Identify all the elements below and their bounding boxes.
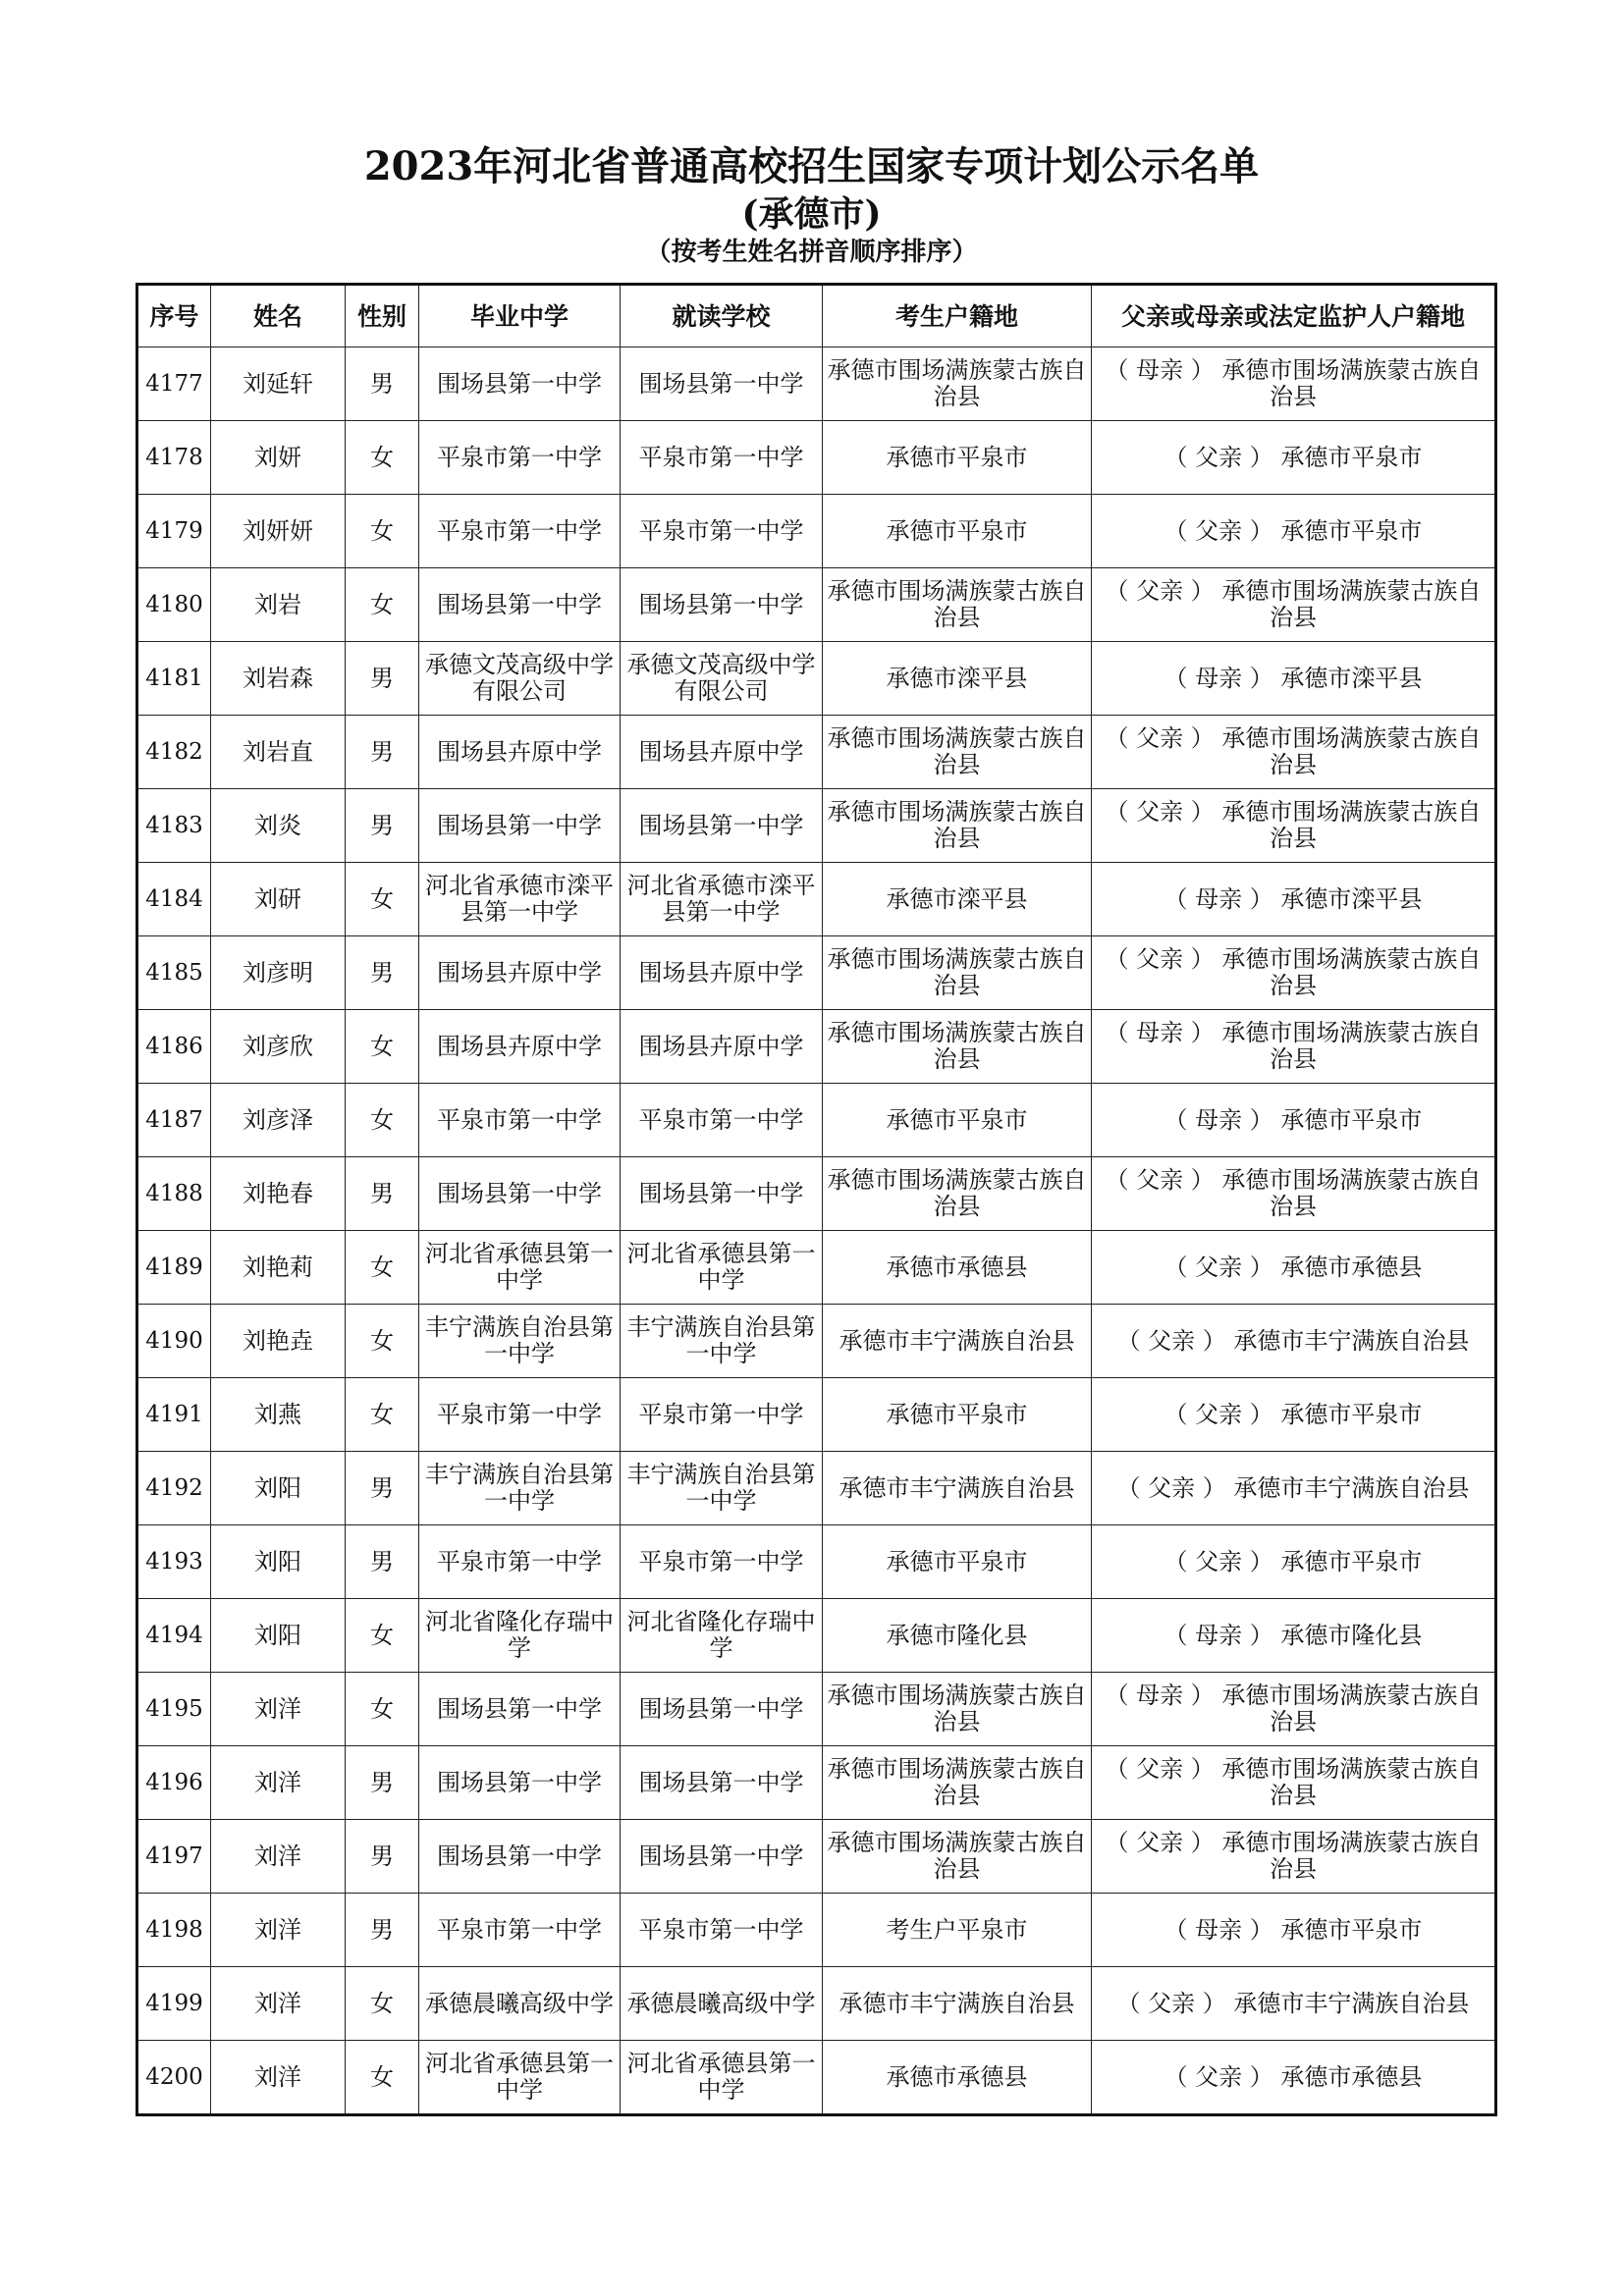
cell-seq: 4196 xyxy=(137,1746,211,1820)
cell-student-residence: 承德市丰宁满族自治县 xyxy=(823,1452,1092,1525)
cell-name: 刘延轩 xyxy=(211,347,346,421)
table-row xyxy=(137,1231,1496,1305)
cell-graduated-school: 河北省承德市滦平县第一中学 xyxy=(419,863,621,936)
header-current-school: 就读学校 xyxy=(621,285,823,347)
cell-seq: 4197 xyxy=(137,1820,211,1894)
cell-graduated-school: 围场县卉原中学 xyxy=(419,716,621,789)
header-seq: 序号 xyxy=(137,285,211,347)
cell-gender: 女 xyxy=(346,1599,419,1673)
cell-seq: 4179 xyxy=(137,495,211,568)
cell-seq: 4185 xyxy=(137,936,211,1010)
cell-graduated-school: 围场县第一中学 xyxy=(419,1746,621,1820)
cell-current-school: 河北省承德市滦平县第一中学 xyxy=(621,863,823,936)
cell-current-school: 丰宁满族自治县第一中学 xyxy=(621,1452,823,1525)
cell-gender: 女 xyxy=(346,2041,419,2115)
cell-graduated-school: 河北省承德县第一中学 xyxy=(419,1231,621,1305)
cell-graduated-school: 围场县第一中学 xyxy=(419,347,621,421)
roster-table xyxy=(135,283,1497,2116)
cell-student-residence: 承德市围场满族蒙古族自治县 xyxy=(823,568,1092,642)
cell-seq: 4186 xyxy=(137,1010,211,1084)
cell-student-residence: 承德市滦平县 xyxy=(823,863,1092,936)
cell-current-school: 围场县第一中学 xyxy=(621,789,823,863)
table-row xyxy=(137,347,1496,421)
cell-guardian-residence: （ 父亲 ） 承德市围场满族蒙古族自治县 xyxy=(1092,716,1496,789)
cell-seq: 4183 xyxy=(137,789,211,863)
cell-guardian-residence: （ 父亲 ） 承德市平泉市 xyxy=(1092,495,1496,568)
cell-guardian-residence: （ 父亲 ） 承德市丰宁满族自治县 xyxy=(1092,1967,1496,2041)
cell-seq: 4187 xyxy=(137,1084,211,1157)
cell-guardian-residence: （ 父亲 ） 承德市平泉市 xyxy=(1092,1525,1496,1599)
table-row xyxy=(137,642,1496,716)
cell-student-residence: 承德市围场满族蒙古族自治县 xyxy=(823,347,1092,421)
cell-seq: 4193 xyxy=(137,1525,211,1599)
table-row xyxy=(137,1010,1496,1084)
table-body xyxy=(137,347,1496,2115)
cell-name: 刘洋 xyxy=(211,1820,346,1894)
cell-gender: 女 xyxy=(346,568,419,642)
cell-seq: 4180 xyxy=(137,568,211,642)
cell-current-school: 河北省隆化存瑞中学 xyxy=(621,1599,823,1673)
cell-student-residence: 考生户平泉市 xyxy=(823,1894,1092,1967)
cell-name: 刘洋 xyxy=(211,2041,346,2115)
cell-seq: 4182 xyxy=(137,716,211,789)
cell-gender: 男 xyxy=(346,789,419,863)
header-gender: 性别 xyxy=(346,285,419,347)
cell-student-residence: 承德市丰宁满族自治县 xyxy=(823,1305,1092,1378)
cell-name: 刘洋 xyxy=(211,1746,346,1820)
cell-seq: 4191 xyxy=(137,1378,211,1452)
table-row xyxy=(137,568,1496,642)
cell-student-residence: 承德市平泉市 xyxy=(823,421,1092,495)
cell-guardian-residence: （ 父亲 ） 承德市围场满族蒙古族自治县 xyxy=(1092,568,1496,642)
cell-graduated-school: 承德文茂高级中学有限公司 xyxy=(419,642,621,716)
cell-graduated-school: 河北省隆化存瑞中学 xyxy=(419,1599,621,1673)
cell-current-school: 围场县第一中学 xyxy=(621,568,823,642)
cell-gender: 男 xyxy=(346,1525,419,1599)
cell-guardian-residence: （ 父亲 ） 承德市丰宁满族自治县 xyxy=(1092,1305,1496,1378)
cell-graduated-school: 平泉市第一中学 xyxy=(419,1894,621,1967)
table-row xyxy=(137,1599,1496,1673)
cell-name: 刘艳垚 xyxy=(211,1305,346,1378)
cell-student-residence: 承德市隆化县 xyxy=(823,1599,1092,1673)
table-row xyxy=(137,1305,1496,1378)
cell-gender: 女 xyxy=(346,1010,419,1084)
cell-graduated-school: 平泉市第一中学 xyxy=(419,1378,621,1452)
cell-seq: 4199 xyxy=(137,1967,211,2041)
cell-gender: 男 xyxy=(346,1452,419,1525)
cell-gender: 男 xyxy=(346,1820,419,1894)
cell-gender: 女 xyxy=(346,1231,419,1305)
cell-seq: 4190 xyxy=(137,1305,211,1378)
cell-student-residence: 承德市围场满族蒙古族自治县 xyxy=(823,1746,1092,1820)
cell-guardian-residence: （ 母亲 ） 承德市围场满族蒙古族自治县 xyxy=(1092,347,1496,421)
cell-student-residence: 承德市围场满族蒙古族自治县 xyxy=(823,789,1092,863)
cell-guardian-residence: （ 母亲 ） 承德市围场满族蒙古族自治县 xyxy=(1092,1010,1496,1084)
table-row xyxy=(137,936,1496,1010)
cell-current-school: 围场县第一中学 xyxy=(621,347,823,421)
table-row xyxy=(137,495,1496,568)
cell-seq: 4194 xyxy=(137,1599,211,1673)
cell-current-school: 围场县卉原中学 xyxy=(621,936,823,1010)
cell-guardian-residence: （ 父亲 ） 承德市承德县 xyxy=(1092,2041,1496,2115)
cell-student-residence: 承德市平泉市 xyxy=(823,1525,1092,1599)
cell-current-school: 围场县第一中学 xyxy=(621,1673,823,1746)
cell-guardian-residence: （ 父亲 ） 承德市围场满族蒙古族自治县 xyxy=(1092,1157,1496,1231)
cell-student-residence: 承德市平泉市 xyxy=(823,1084,1092,1157)
cell-name: 刘阳 xyxy=(211,1525,346,1599)
cell-gender: 男 xyxy=(346,716,419,789)
cell-student-residence: 承德市丰宁满族自治县 xyxy=(823,1967,1092,2041)
cell-guardian-residence: （ 母亲 ） 承德市隆化县 xyxy=(1092,1599,1496,1673)
cell-gender: 女 xyxy=(346,495,419,568)
table-row xyxy=(137,2041,1496,2115)
cell-gender: 男 xyxy=(346,1894,419,1967)
cell-student-residence: 承德市围场满族蒙古族自治县 xyxy=(823,716,1092,789)
table-row xyxy=(137,789,1496,863)
cell-graduated-school: 平泉市第一中学 xyxy=(419,1084,621,1157)
cell-student-residence: 承德市围场满族蒙古族自治县 xyxy=(823,1157,1092,1231)
cell-seq: 4195 xyxy=(137,1673,211,1746)
cell-seq: 4184 xyxy=(137,863,211,936)
cell-name: 刘彦明 xyxy=(211,936,346,1010)
cell-name: 刘阳 xyxy=(211,1452,346,1525)
cell-student-residence: 承德市围场满族蒙古族自治县 xyxy=(823,1673,1092,1746)
cell-gender: 女 xyxy=(346,1378,419,1452)
cell-gender: 女 xyxy=(346,1084,419,1157)
cell-current-school: 平泉市第一中学 xyxy=(621,1525,823,1599)
cell-graduated-school: 平泉市第一中学 xyxy=(419,495,621,568)
cell-name: 刘彦欣 xyxy=(211,1010,346,1084)
cell-graduated-school: 平泉市第一中学 xyxy=(419,421,621,495)
cell-gender: 女 xyxy=(346,421,419,495)
cell-name: 刘洋 xyxy=(211,1894,346,1967)
cell-current-school: 围场县卉原中学 xyxy=(621,716,823,789)
table-row xyxy=(137,1378,1496,1452)
cell-gender: 男 xyxy=(346,1746,419,1820)
cell-current-school: 平泉市第一中学 xyxy=(621,495,823,568)
cell-guardian-residence: （ 母亲 ） 承德市围场满族蒙古族自治县 xyxy=(1092,1673,1496,1746)
table-row xyxy=(137,863,1496,936)
cell-current-school: 平泉市第一中学 xyxy=(621,421,823,495)
cell-graduated-school: 围场县第一中学 xyxy=(419,1673,621,1746)
cell-current-school: 平泉市第一中学 xyxy=(621,1378,823,1452)
cell-current-school: 承德晨曦高级中学 xyxy=(621,1967,823,2041)
cell-current-school: 平泉市第一中学 xyxy=(621,1894,823,1967)
table-row xyxy=(137,421,1496,495)
cell-name: 刘燕 xyxy=(211,1378,346,1452)
header-name: 姓名 xyxy=(211,285,346,347)
cell-student-residence: 承德市平泉市 xyxy=(823,495,1092,568)
cell-graduated-school: 围场县卉原中学 xyxy=(419,936,621,1010)
cell-graduated-school: 围场县第一中学 xyxy=(419,1820,621,1894)
document-title: 2023年河北省普通高校招生国家专项计划公示名单 xyxy=(363,143,1260,189)
cell-guardian-residence: （ 父亲 ） 承德市围场满族蒙古族自治县 xyxy=(1092,936,1496,1010)
cell-seq: 4177 xyxy=(137,347,211,421)
cell-graduated-school: 围场县第一中学 xyxy=(419,1157,621,1231)
cell-current-school: 围场县第一中学 xyxy=(621,1820,823,1894)
cell-name: 刘岩 xyxy=(211,568,346,642)
cell-student-residence: 承德市滦平县 xyxy=(823,642,1092,716)
cell-seq: 4198 xyxy=(137,1894,211,1967)
cell-graduated-school: 河北省承德县第一中学 xyxy=(419,2041,621,2115)
table-row xyxy=(137,1894,1496,1967)
cell-seq: 4181 xyxy=(137,642,211,716)
cell-current-school: 河北省承德县第一中学 xyxy=(621,1231,823,1305)
table-row xyxy=(137,1967,1496,2041)
cell-seq: 4192 xyxy=(137,1452,211,1525)
cell-current-school: 丰宁满族自治县第一中学 xyxy=(621,1305,823,1378)
cell-seq: 4200 xyxy=(137,2041,211,2115)
cell-guardian-residence: （ 母亲 ） 承德市滦平县 xyxy=(1092,863,1496,936)
cell-name: 刘艳莉 xyxy=(211,1231,346,1305)
cell-graduated-school: 围场县第一中学 xyxy=(419,789,621,863)
cell-graduated-school: 围场县卉原中学 xyxy=(419,1010,621,1084)
cell-student-residence: 承德市平泉市 xyxy=(823,1378,1092,1452)
table-row xyxy=(137,1452,1496,1525)
table-header-row xyxy=(137,285,1496,347)
cell-guardian-residence: （ 父亲 ） 承德市围场满族蒙古族自治县 xyxy=(1092,1746,1496,1820)
cell-seq: 4188 xyxy=(137,1157,211,1231)
cell-student-residence: 承德市围场满族蒙古族自治县 xyxy=(823,1010,1092,1084)
table-row xyxy=(137,1746,1496,1820)
cell-current-school: 围场县卉原中学 xyxy=(621,1010,823,1084)
cell-student-residence: 承德市围场满族蒙古族自治县 xyxy=(823,936,1092,1010)
cell-name: 刘妍妍 xyxy=(211,495,346,568)
cell-gender: 男 xyxy=(346,936,419,1010)
cell-gender: 女 xyxy=(346,863,419,936)
cell-graduated-school: 丰宁满族自治县第一中学 xyxy=(419,1305,621,1378)
cell-gender: 女 xyxy=(346,1673,419,1746)
cell-seq: 4189 xyxy=(137,1231,211,1305)
cell-guardian-residence: （ 父亲 ） 承德市平泉市 xyxy=(1092,1378,1496,1452)
cell-guardian-residence: （ 母亲 ） 承德市平泉市 xyxy=(1092,1894,1496,1967)
cell-current-school: 围场县第一中学 xyxy=(621,1746,823,1820)
cell-name: 刘研 xyxy=(211,863,346,936)
table-row xyxy=(137,1525,1496,1599)
cell-current-school: 平泉市第一中学 xyxy=(621,1084,823,1157)
cell-student-residence: 承德市承德县 xyxy=(823,2041,1092,2115)
header-student-residence: 考生户籍地 xyxy=(823,285,1092,347)
document-subtitle: (承德市) xyxy=(741,193,882,235)
cell-guardian-residence: （ 父亲 ） 承德市平泉市 xyxy=(1092,421,1496,495)
cell-gender: 男 xyxy=(346,642,419,716)
cell-guardian-residence: （ 父亲 ） 承德市丰宁满族自治县 xyxy=(1092,1452,1496,1525)
cell-gender: 女 xyxy=(346,1967,419,2041)
cell-name: 刘艳春 xyxy=(211,1157,346,1231)
cell-student-residence: 承德市承德县 xyxy=(823,1231,1092,1305)
cell-name: 刘岩直 xyxy=(211,716,346,789)
cell-guardian-residence: （ 父亲 ） 承德市承德县 xyxy=(1092,1231,1496,1305)
cell-guardian-residence: （ 母亲 ） 承德市平泉市 xyxy=(1092,1084,1496,1157)
table-row xyxy=(137,716,1496,789)
cell-name: 刘阳 xyxy=(211,1599,346,1673)
cell-guardian-residence: （ 父亲 ） 承德市围场满族蒙古族自治县 xyxy=(1092,1820,1496,1894)
cell-name: 刘妍 xyxy=(211,421,346,495)
cell-name: 刘洋 xyxy=(211,1967,346,2041)
table-row xyxy=(137,1820,1496,1894)
cell-graduated-school: 承德晨曦高级中学 xyxy=(419,1967,621,2041)
header-guardian-residence: 父亲或母亲或法定监护人户籍地 xyxy=(1092,285,1496,347)
document-sort-note: （按考生姓名拼音顺序排序） xyxy=(645,238,978,267)
cell-current-school: 河北省承德县第一中学 xyxy=(621,2041,823,2115)
cell-graduated-school: 围场县第一中学 xyxy=(419,568,621,642)
cell-guardian-residence: （ 母亲 ） 承德市滦平县 xyxy=(1092,642,1496,716)
cell-guardian-residence: （ 父亲 ） 承德市围场满族蒙古族自治县 xyxy=(1092,789,1496,863)
cell-graduated-school: 平泉市第一中学 xyxy=(419,1525,621,1599)
cell-gender: 男 xyxy=(346,1157,419,1231)
cell-name: 刘洋 xyxy=(211,1673,346,1746)
cell-name: 刘炎 xyxy=(211,789,346,863)
cell-graduated-school: 丰宁满族自治县第一中学 xyxy=(419,1452,621,1525)
cell-name: 刘彦泽 xyxy=(211,1084,346,1157)
cell-gender: 男 xyxy=(346,347,419,421)
cell-student-residence: 承德市围场满族蒙古族自治县 xyxy=(823,1820,1092,1894)
header-graduated-school: 毕业中学 xyxy=(419,285,621,347)
cell-current-school: 承德文茂高级中学有限公司 xyxy=(621,642,823,716)
table-row xyxy=(137,1157,1496,1231)
table-row xyxy=(137,1673,1496,1746)
cell-gender: 女 xyxy=(346,1305,419,1378)
table-row xyxy=(137,1084,1496,1157)
cell-seq: 4178 xyxy=(137,421,211,495)
cell-name: 刘岩森 xyxy=(211,642,346,716)
cell-current-school: 围场县第一中学 xyxy=(621,1157,823,1231)
